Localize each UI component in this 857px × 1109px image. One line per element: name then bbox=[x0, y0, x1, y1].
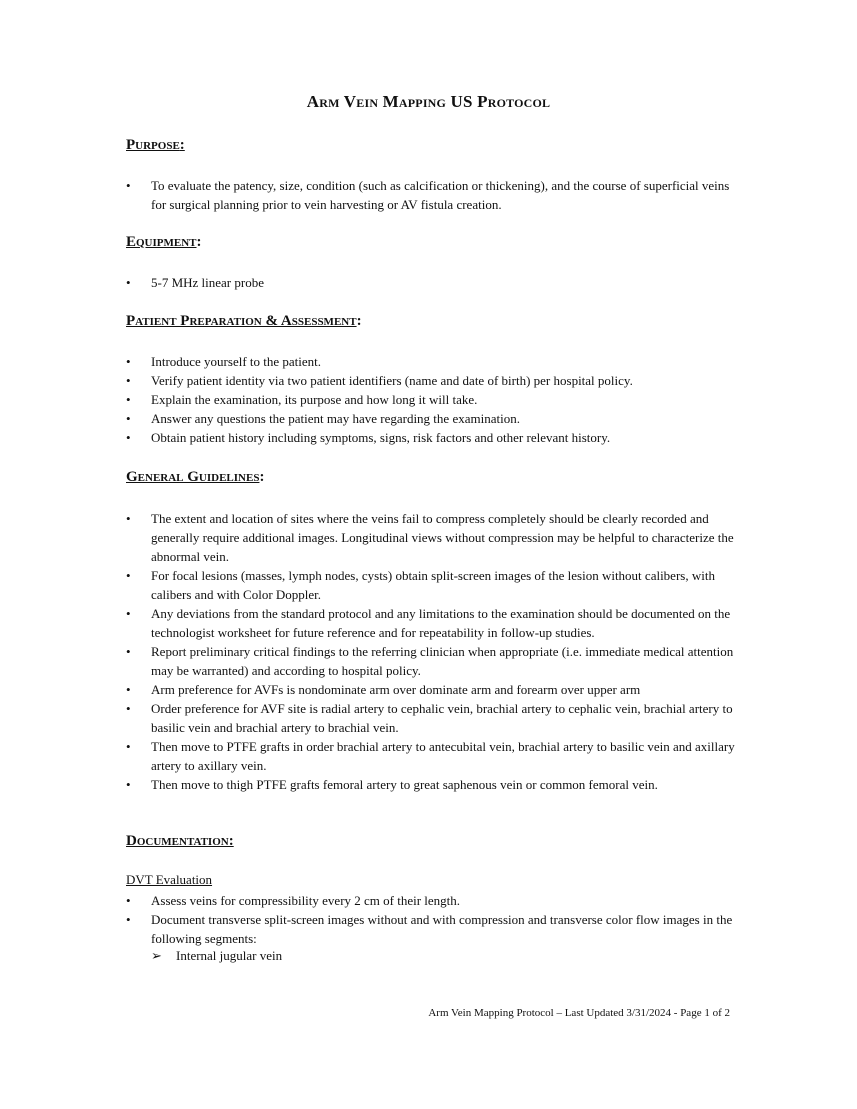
section-heading-documentation bbox=[126, 833, 234, 850]
heading-text: Purpose bbox=[126, 137, 180, 153]
heading-text: Documentation: bbox=[126, 833, 234, 849]
heading-colon: : bbox=[179, 137, 185, 153]
section-heading-equipment bbox=[126, 234, 202, 251]
section-heading-purpose bbox=[126, 137, 185, 154]
list-item: • Order preference for AVF site is radial artery to cephalic vein, brachial artery to cephalic vein, brachial artery to basilic vein and brachial artery to brachial vein. bbox=[126, 699, 736, 737]
list-item: • Arm preference for AVFs is nondominate arm over dominate arm and forearm over upper arm bbox=[126, 680, 736, 699]
heading-text: Patient Preparation & Assessment bbox=[126, 313, 357, 329]
heading-colon: : bbox=[196, 234, 202, 250]
list-item: • Verify patient identity via two patient identifiers (name and date of birth) per hospital policy. bbox=[126, 371, 736, 390]
document-title: Arm Vein Mapping US Protocol bbox=[306, 92, 551, 111]
list-item: • Document transverse split-screen images without and with compression and transverse color flow images in the following segments: bbox=[126, 910, 736, 948]
heading-text: General Guidelines bbox=[126, 469, 260, 485]
equipment-list bbox=[126, 273, 736, 292]
list-item: • Then move to thigh PTFE grafts femoral artery to great saphenous vein or common femoral vein. bbox=[126, 775, 736, 794]
list-item: • Obtain patient history including symptoms, signs, risk factors and other relevant history. bbox=[126, 428, 736, 447]
list-item: • 5-7 MHz linear probe bbox=[126, 273, 736, 292]
purpose-list bbox=[126, 176, 736, 214]
list-item: • Answer any questions the patient may have regarding the examination. bbox=[126, 409, 736, 428]
list-item: • Introduce yourself to the patient. bbox=[126, 352, 736, 371]
arrow-bullet-icon: ➢ bbox=[151, 948, 162, 963]
section-heading-guidelines bbox=[126, 469, 264, 486]
heading-text: Equipment bbox=[126, 234, 197, 250]
list-item: • Then move to PTFE grafts in order brachial artery to antecubital vein, brachial artery to basilic vein and axillary artery to axillary vein. bbox=[126, 737, 736, 775]
heading-colon: : bbox=[356, 313, 362, 329]
arrow-list-item bbox=[151, 948, 282, 964]
list-item: • The extent and location of sites where the veins fail to compress completely should be clearly recorded and generally require additional images. Longitudinal views without compression may be helpful to characterize the abnormal vein. bbox=[126, 509, 736, 566]
heading-colon: : bbox=[259, 469, 265, 485]
arrow-item-text: Internal jugular vein bbox=[176, 948, 283, 963]
section-heading-preparation bbox=[126, 313, 362, 330]
list-item: • Report preliminary critical findings to the referring clinician when appropriate (i.e. immediate medical attention may be warranted) and according to hospital policy. bbox=[126, 642, 736, 680]
documentation-list bbox=[126, 891, 736, 948]
list-item: • Any deviations from the standard protocol and any limitations to the examination should be documented on the technologist worksheet for future reference and for repeatability in follow-up studies. bbox=[126, 604, 736, 642]
guidelines-list bbox=[126, 509, 736, 794]
list-item: • Assess veins for compressibility every 2 cm of their length. bbox=[126, 891, 736, 910]
page-footer: Arm Vein Mapping Protocol – Last Updated 3/31/2024 - Page 1 of 2 bbox=[428, 1007, 730, 1019]
list-item: • For focal lesions (masses, lymph nodes, cysts) obtain split-screen images of the lesion without calibers, with calibers and with Color Doppler. bbox=[126, 566, 736, 604]
list-item: • To evaluate the patency, size, condition (such as calcification or thickening), and the course of superficial veins for surgical planning prior to vein harvesting or AV fistula creation. bbox=[126, 176, 736, 214]
list-item: • Explain the examination, its purpose and how long it will take. bbox=[126, 390, 736, 409]
subheading-dvt-evaluation: DVT Evaluation bbox=[126, 872, 213, 887]
preparation-list bbox=[126, 352, 736, 447]
